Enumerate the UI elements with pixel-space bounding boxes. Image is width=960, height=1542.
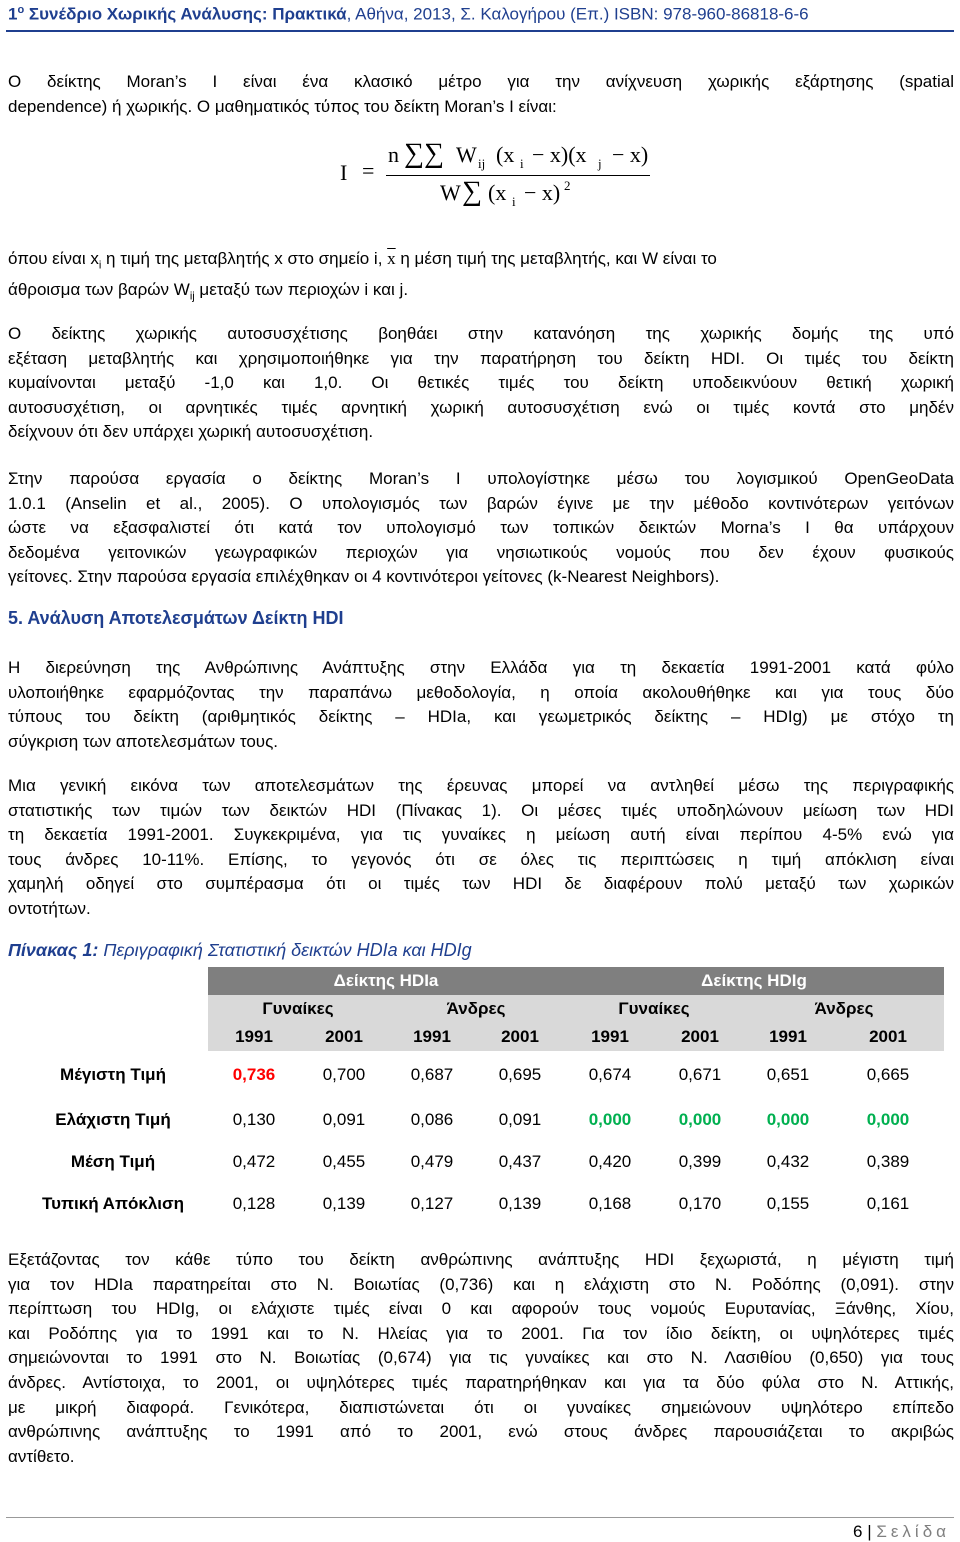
table-cell: 0,674 [588, 1065, 632, 1084]
table-cell: 0,127 [410, 1194, 454, 1213]
paragraph-opengeodata: Στην παρούσα εργασία ο δείκτης Moran’s I υπολογίστηκε μέσω του λογισμικού OpenGeoData 1.0.1 (Anselin et al., 2005). Ο υπολογισμός των βαρών έγινε με την μέθοδο κοντινότερων γειτόνων ώστε να εξασφαλιστεί ότι κατά τον υπολογισμό των τοπικών δεικτών Morna’s I θα υπάρχουν δεδομένα γειτονικών γεωγραφικών περιοχών για νησιωτικούς νομούς που δεν έχουν φυσικούς γείτονες. Στην παρούσα εργασία επιλέχθηκαν οι 4 κοντινότεροι γείτονες (k-Nearest Neighbors). [8, 469, 954, 587]
paragraph-hdi-method: Η διερεύνηση της Ανθρώπινης Ανάπτυξης στην Ελλάδα για τη δεκαετία 1991-2001 κατά φύλο υλοποιήθηκε εφαρμόζοντας την παραπάνω μεθοδολογία, η οποία ακολουθήθηκε και για τους δύο τύπους του δείκτη (αριθμητικός δείκτης – HDIa, και γεωμετρικός δείκτης – HDIg) με στόχο τη σύγκριση των αποτελεσμάτων τους. [8, 658, 954, 751]
table-cell: 0,651 [766, 1065, 810, 1084]
year-header: 2001 [476, 1023, 564, 1051]
table-cell: 0,671 [678, 1065, 722, 1084]
hdi-stats-table [18, 967, 944, 1225]
table-row [18, 1183, 944, 1225]
group-hdia: Δείκτης HDIa [208, 967, 564, 995]
table-header-groups [18, 967, 944, 995]
group-hdig: Δείκτης HDIg [564, 967, 944, 995]
paragraph-hdi-results: Εξετάζοντας τον κάθε τύπο του δείκτη ανθρώπινης ανάπτυξης HDI ξεχωριστά, η μέγιστη τιμή για τον HDIa παρατηρείται στο Ν. Βοιωτίας (0,736) και η ελάχιστη στο Ν. Ροδόπης (0,091). στην περίπτωση του HDIg, οι ελάχιστε τιμές είναι 0 και αφορούν τους νομούς Ευρυτανίας, Ξάνθης, Χίου, και Ροδόπης για το 1991 και το Ν. Ηλείας για το 2001. Για τον ίδιο δείκτη, οι υψηλότερες τιμές σημειώνονται το 1991 στο Ν. Βοιωτίας (0,674) για τις γυναίκες και στο Ν. Λασιθίου (0,650) για τους άνδρες. Αντίστοιχα, το 2001, οι υψηλότερες τιμές παρατηρήθηκαν και για τα δύο φύλα στο Ν. Αττικής, με μικρή διαφορά. Γενικότερα, διαπιστώνεται ότι οι γυναίκες σημειώνουν υψηλότερο επίπεδο ανθρώπινης ανάπτυξης το 1991 από το 2001, ενώ στους άνδρες παρουσιάζεται το ακριβώς αντίθετο. [8, 1250, 954, 1466]
row-label: Τυπική Απόκλιση [41, 1194, 185, 1213]
row-label: Μέγιστη Τιμή [60, 1065, 166, 1084]
year-header: 1991 [744, 1023, 832, 1051]
table-header-sexes [18, 995, 944, 1023]
year-header: 2001 [300, 1023, 388, 1051]
table-cell: 0,170 [678, 1194, 722, 1213]
table-cell: 0,000 [678, 1110, 722, 1129]
table-cell: 0,420 [588, 1152, 632, 1171]
table-row [18, 1141, 944, 1183]
table-cell: 0,695 [498, 1065, 542, 1084]
table-cell: 0,128 [232, 1194, 276, 1213]
table-cell: 0,091 [498, 1110, 542, 1129]
table-cell: 0,168 [588, 1194, 632, 1213]
sex-header: Γυναίκες [208, 995, 388, 1023]
table-cell: 0,399 [678, 1152, 722, 1171]
year-header: 2001 [832, 1023, 944, 1051]
paragraph-autocorrelation: Ο δείκτης χωρικής αυτοσυσχέτισης βοηθάει στην κατανόηση της χωρικής δομής της υπό εξέταση μεταβλητής και χρησιμοποιήθηκε για την παρατήρηση του δείκτη HDI. Οι τιμές του δείκτη κυμαίνονται μεταξύ -1,0 και 1,0. Οι θετικές τιμές του δείκτη υποδεικνύουν θετική χωρική αυτοσυσχέτιση, οι αρνητικές τιμές αρνητική χωρική αυτοσυσχέτιση ενώ οι τιμές κοντά στο μηδέν δείχνουν ότι δεν υπάρχει χωρική αυτοσυσχέτιση. [8, 324, 954, 442]
table-cell: 0,155 [766, 1194, 810, 1213]
table-cell: 0,086 [410, 1110, 454, 1129]
header-divider [6, 30, 954, 32]
table-cell: 0,455 [322, 1152, 366, 1171]
table-cell: 0,139 [322, 1194, 366, 1213]
section-title: 5. Ανάλυση Αποτελεσμάτων Δείκτη HDI [8, 608, 344, 628]
page-footer: 6 | Σελίδα [853, 1522, 950, 1541]
table-cell: 0,000 [588, 1110, 632, 1129]
table-cell: 0,479 [410, 1152, 454, 1171]
conference-title: $1^o$ Συνέδριο Χωρικής Ανάλυσης: Πρακτικά, Αθήνα, 2013, Σ. Καλογήρου (Επ.) ISBN: 978-960-86818-6-6 [8, 4, 809, 24]
year-header: 2001 [656, 1023, 744, 1051]
paragraph-moran-intro: Ο δείκτης Moran’s I είναι ένα κλασικό μέτρο για την ανίχνευση χωρικής εξάρτησης (spatial dependence) ή χωρικής. Ο μαθηματικός τύπος του δείκτη Moran’s I είναι: [8, 72, 954, 116]
sex-header: Γυναίκες [564, 995, 744, 1023]
sex-header: Άνδρες [744, 995, 944, 1023]
footer-divider [6, 1517, 954, 1518]
year-header: 1991 [388, 1023, 476, 1051]
page-word: Σελίδα [876, 1522, 950, 1541]
table-row [18, 1051, 944, 1099]
moran-formula: I = n ∑∑ W ij (x i − x)(x j − x) W ∑ (x i − x) 2 [340, 138, 649, 209]
sex-header: Άνδρες [388, 995, 564, 1023]
table-header-years [18, 1023, 944, 1051]
page-header [0, 0, 960, 34]
table-cell: 0,161 [866, 1194, 910, 1213]
table-cell: 0,700 [322, 1065, 366, 1084]
table-cell: 0,091 [322, 1110, 366, 1129]
table-cell: 0,437 [498, 1152, 542, 1171]
table-cell: 0,000 [866, 1110, 910, 1129]
table-cell: 0,736 [232, 1065, 276, 1084]
table-cell: 0,472 [232, 1152, 276, 1171]
paragraph-hdi-overview: Μια γενική εικόνα των αποτελεσμάτων της έρευνας μπορεί να αντληθεί μέσω της περιγραφικής στατιστικής των τιμών των δεικτών HDI (Πίνακας 1). Οι μέσες τιμές υποδηλώνουν μείωση των HDI τη δεκαετία 1991-2001. Συγκεκριμένα, για τις γυναίκες η μείωση αυτή είναι περίπου 4-5% ενώ για τους άνδρες 10-11%. Επίσης, το γεγονός ότι σε όλες τις περιπτώσεις η τιμή απόκλιση είναι χαμηλή οδηγεί στο συμπέρασμα ότι οι τιμές των HDI δε διαφέρουν πολύ μεταξύ των χωρικών οντοτήτων. [8, 776, 954, 918]
table-cell: 0,687 [410, 1065, 454, 1084]
table-caption: Πίνακας 1: Περιγραφική Στατιστική δεικτών HDIa και HDIg [8, 940, 472, 960]
table-cell: 0,000 [766, 1110, 810, 1129]
page-number: 6 [853, 1522, 863, 1541]
paragraph-formula-legend: όπου είναι $x_i$ η τιμή της μεταβλητής x στο σημείο i, $\overline{x}$ η μέση τιμή της μεταβλητής, και W είναι το άθροισμα των βαρών $W_{ij}$ μεταξύ των περιοχών i και j. [8, 249, 717, 303]
year-header: 1991 [208, 1023, 300, 1051]
table-cell: 0,389 [866, 1152, 910, 1171]
table-row [18, 1099, 944, 1141]
table-cell: 0,432 [766, 1152, 810, 1171]
row-label: Μέση Τιμή [70, 1152, 156, 1171]
year-header: 1991 [564, 1023, 656, 1051]
table-cell: 0,139 [498, 1194, 542, 1213]
row-label: Ελάχιστη Τιμή [55, 1110, 171, 1129]
table-cell: 0,665 [866, 1065, 910, 1084]
table-cell: 0,130 [232, 1110, 276, 1129]
